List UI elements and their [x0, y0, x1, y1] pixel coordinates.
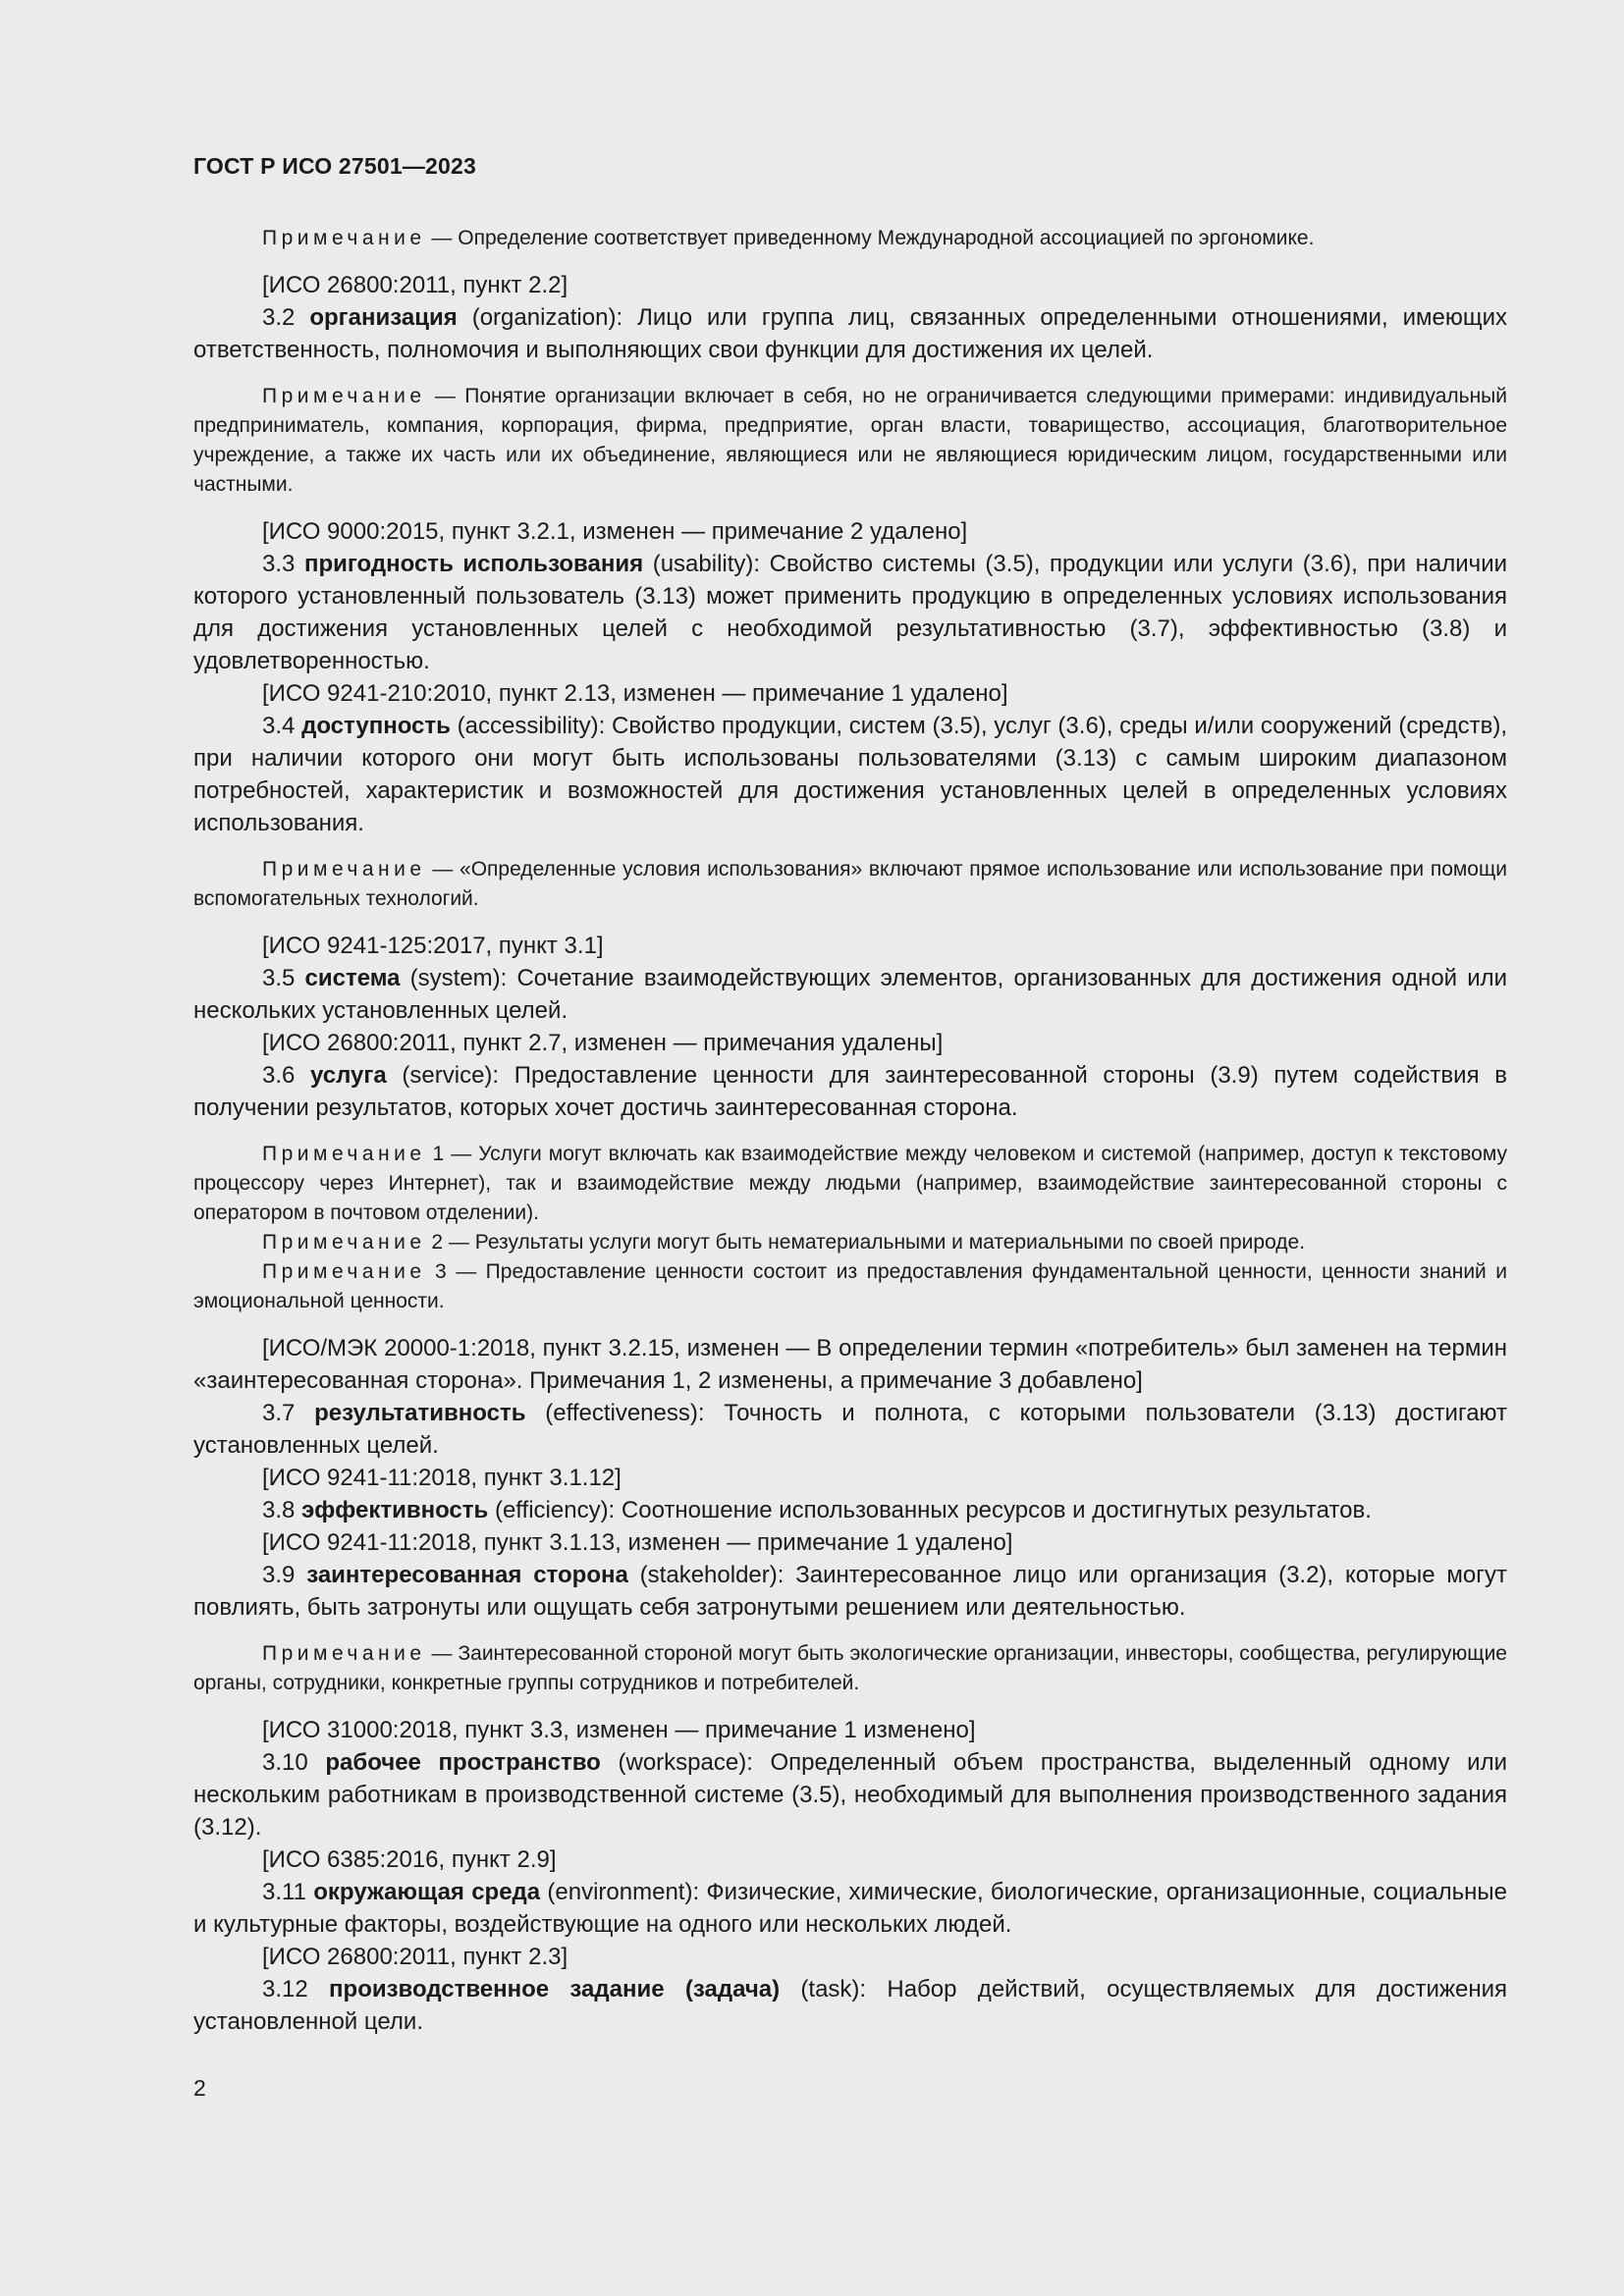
- term-text: (task): Набор действий, осуществляемых для достижения установленной цели.: [193, 1976, 1507, 2035]
- source-reference: [ИСО 26800:2011, пункт 2.3]: [262, 1944, 568, 1970]
- note-paragraph: [193, 1639, 1507, 1698]
- term-name: заинтересованная сторона: [306, 1562, 628, 1588]
- note-paragraph: [193, 855, 1507, 914]
- note-text: 2 — Результаты услуги могут быть нематериальными и материальными по своей природе.: [425, 1231, 1306, 1254]
- source-reference: [ИСО 26800:2011, пункт 2.7, изменен — примечания удалены]: [262, 1030, 944, 1056]
- source-reference: [ИСО 31000:2018, пункт 3.3, изменен — примечание 1 изменено]: [262, 1717, 976, 1743]
- term-number: 3.8: [262, 1497, 302, 1523]
- term-number: 3.11: [262, 1879, 314, 1905]
- source-reference: [ИСО/МЭК 20000-1:2018, пункт 3.2.15, изменен — В определении термин «потребитель» был заменен на термин «заинтересованная сторона». Примечания 1, 2 изменены, а примечание 3 добавлено]: [193, 1335, 1507, 1394]
- term-number: 3.12: [262, 1976, 330, 2002]
- term-name: эффективность: [301, 1497, 489, 1523]
- note-label: Примечание: [262, 1231, 426, 1254]
- note-text: — «Определенные условия использования» включают прямое использование или использование при помощи вспомогательных технологий.: [193, 858, 1507, 910]
- note-paragraph: [193, 1228, 1507, 1257]
- source-reference: [ИСО 26800:2011, пункт 2.2]: [262, 272, 568, 298]
- source-reference: [ИСО 9000:2015, пункт 3.2.1, изменен — примечание 2 удалено]: [262, 518, 968, 545]
- term-definition: [193, 710, 1507, 839]
- term-name: окружающая среда: [313, 1879, 541, 1905]
- term-text: (accessibility): Свойство продукции, систем (3.5), услуг (3.6), среды и/или сооружений (средств), при наличии которого они могут быть использованы пользователями (3.13) с самым широким диапазоном потребностей, характеристик и возможностей для достижения установленных целей в определенных условиях использования.: [193, 713, 1507, 836]
- term-text: (workspace): Определенный объем пространства, выделенный одному или нескольким работникам в производственной системе (3.5), необходимый для выполнения производственного задания (3.12).: [193, 1749, 1507, 1841]
- term-definition: [193, 301, 1507, 366]
- document-body: [193, 224, 1507, 2038]
- source-reference: [ИСО 6385:2016, пункт 2.9]: [262, 1846, 557, 1873]
- term-name: рабочее пространство: [325, 1749, 601, 1776]
- note-text: 3 — Предоставление ценности состоит из предоставления фундаментальной ценности, ценности знаний и эмоциональной ценности.: [193, 1260, 1507, 1312]
- term-number: 3.10: [262, 1749, 326, 1776]
- term-text: (stakeholder): Заинтересованное лицо или организация (3.2), которые могут повлиять, быть затронуты или ощущать себя затронутыми решением или деятельностью.: [193, 1562, 1508, 1621]
- term-name: система: [304, 965, 401, 991]
- term-text: (organization): Лицо или группа лиц, связанных определенными отношениями, имеющих ответственность, полномочия и выполняющих свои функции для достижения их целей.: [193, 304, 1507, 363]
- term-definition: [193, 1876, 1507, 1941]
- note-label: Примечание: [262, 1642, 426, 1665]
- source-reference: [ИСО 9241-125:2017, пункт 3.1]: [262, 933, 604, 959]
- term-definition: [193, 1973, 1507, 2038]
- term-name: организация: [309, 304, 458, 331]
- term-number: 3.5: [262, 965, 305, 991]
- source-reference: [ИСО 9241-11:2018, пункт 3.1.13, изменен — примечание 1 удалено]: [262, 1529, 1013, 1556]
- note-label: Примечание: [262, 227, 426, 249]
- term-number: 3.2: [262, 304, 310, 331]
- term-number: 3.4: [262, 713, 302, 739]
- term-number: 3.3: [262, 551, 304, 577]
- page-number: 2: [193, 2075, 206, 2101]
- note-paragraph: [193, 1257, 1507, 1316]
- note-paragraph: [193, 382, 1507, 500]
- term-name: доступность: [301, 713, 451, 739]
- note-label: Примечание: [262, 1143, 426, 1165]
- term-text: (environment): Физические, химические, биологические, организационные, социальные и культурные факторы, воздействующие на одного или нескольких людей.: [193, 1879, 1507, 1938]
- term-number: 3.7: [262, 1400, 315, 1426]
- term-text: (effectiveness): Точность и полнота, с которыми пользователи (3.13) достигают установленных целей.: [193, 1400, 1508, 1459]
- note-label: Примечание: [262, 385, 426, 407]
- term-definition: [193, 1559, 1507, 1624]
- term-name: пригодность использования: [303, 551, 644, 577]
- source-reference: [ИСО 9241-11:2018, пункт 3.1.12]: [262, 1465, 622, 1491]
- term-text: (efficiency): Соотношение использованных ресурсов и достигнутых результатов.: [488, 1497, 1372, 1523]
- term-text: (service): Предоставление ценности для заинтересованной стороны (3.9) путем содействия в получении результатов, которых хочет достичь заинтересованная сторона.: [193, 1062, 1507, 1121]
- term-text: (system): Сочетание взаимодействующих элементов, организованных для достижения одной или нескольких установленных целей.: [193, 965, 1508, 1024]
- term-name: производственное задание (задача): [329, 1976, 781, 2002]
- note-label: Примечание: [262, 858, 426, 881]
- source-reference: [ИСО 9241-210:2010, пункт 2.13, изменен — примечание 1 удалено]: [262, 680, 1008, 707]
- term-number: 3.9: [262, 1562, 307, 1588]
- note-text: — Определение соответствует приведенному Международной ассоциацией по эргономике.: [425, 227, 1315, 249]
- note-paragraph: [193, 224, 1507, 253]
- document-header: ГОСТ Р ИСО 27501—2023: [193, 153, 477, 179]
- note-text: — Заинтересованной стороной могут быть экологические организации, инвесторы, сообщества, регулирующие органы, сотрудники, конкретные группы сотрудников и потребителей.: [193, 1642, 1507, 1694]
- term-number: 3.6: [262, 1062, 311, 1089]
- term-name: результативность: [314, 1400, 526, 1426]
- term-text: (usability): Свойство системы (3.5), продукции или услуги (3.6), при наличии которого установленный пользователь (3.13) может применить продукцию в определенных условиях использования для достижения установленных целей с необходимой результативностью (3.7), эффективностью (3.8) и удовлетворенностью.: [193, 551, 1508, 674]
- term-definition: [193, 1746, 1507, 1843]
- note-paragraph: [193, 1140, 1507, 1228]
- term-definition: [193, 548, 1507, 677]
- note-text: — Понятие организации включает в себя, но не ограничивается следующими примерами: индивидуальный предприниматель, компания, корпорация, фирма, предприятие, орган власти, товарищество, ассоциация, благотворительное учреждение, а также их часть или их объединение, являющиеся или не являющиеся юридическим лицом, государственными или частными.: [193, 385, 1507, 496]
- term-definition: [193, 1397, 1507, 1462]
- term-name: услуга: [310, 1062, 387, 1089]
- term-definition: [193, 1059, 1507, 1124]
- note-text: 1 — Услуги могут включать как взаимодействие между человеком и системой (например, доступ к текстовому процессору через Интернет), так и взаимодействие между людьми (например, взаимодействие заинтересованной стороны с оператором в почтовом отделении).: [193, 1143, 1507, 1224]
- note-label: Примечание: [262, 1260, 426, 1283]
- term-definition: [193, 962, 1507, 1027]
- term-definition: [193, 1494, 1507, 1526]
